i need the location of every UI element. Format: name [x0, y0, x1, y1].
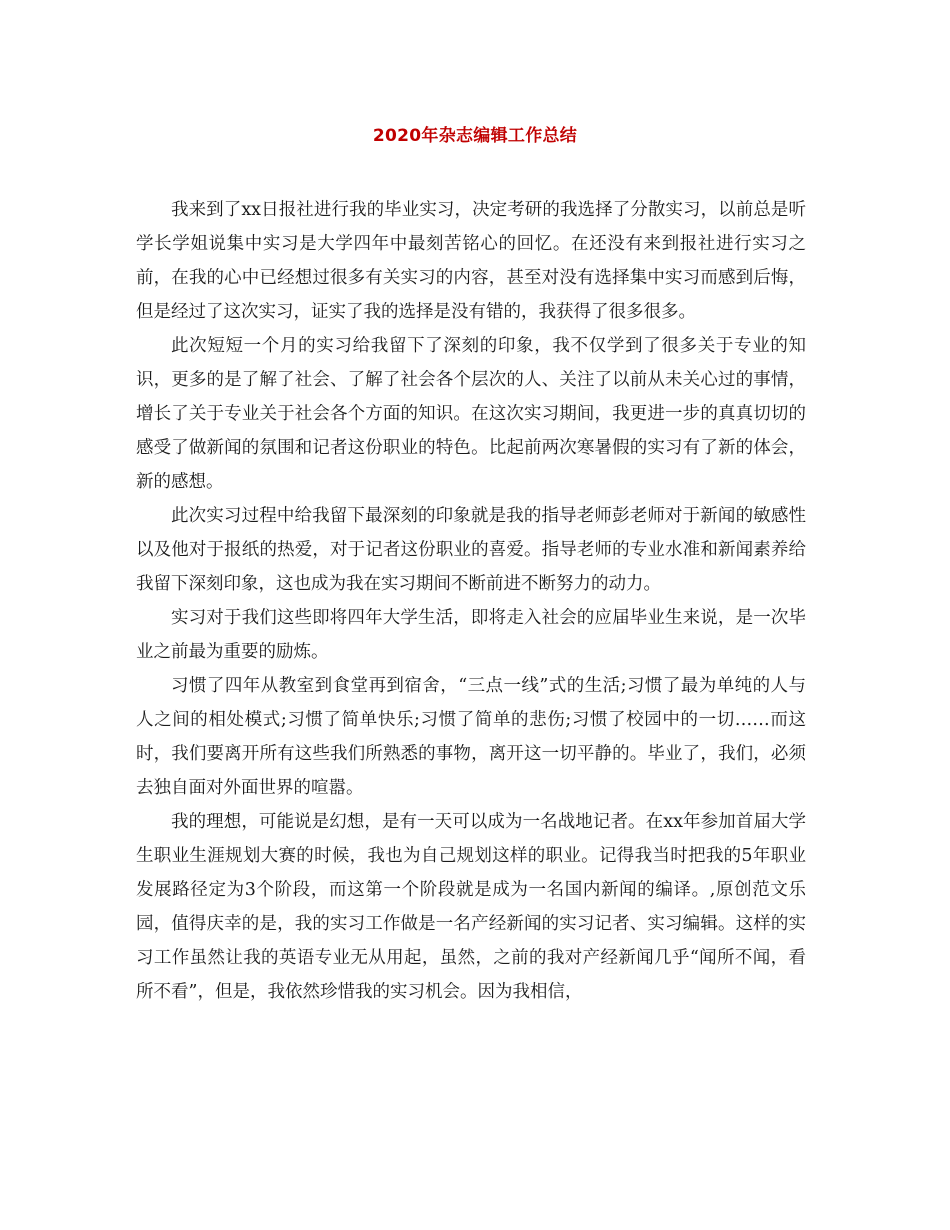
document-title: 2020年杂志编辑工作总结	[372, 126, 578, 146]
paragraph: 此次实习过程中给我留下最深刻的印象就是我的指导老师彭老师对于新闻的敏感性以及他对于报纸的热爱，对于记者这份职业的喜爱。指导老师的专业水准和新闻素养给我留下深刻印象，这也成为我在实习期间不断前进不断努力的动力。	[136, 506, 806, 594]
paragraph: 我来到了xx日报社进行我的毕业实习，决定考研的我选择了分散实习，以前总是听学长学姐说集中实习是大学四年中最刻苦铭心的回忆。在还没有来到报社进行实习之前，在我的心中已经想过很多有关实习的内容，甚至对没有选择集中实习而感到后悔，但是经过了这次实习，证实了我的选择是没有错的，我获得了很多很多。	[136, 200, 806, 322]
paragraph: 实习对于我们这些即将四年大学生活，即将走入社会的应届毕业生来说，是一次毕业之前最为重要的励炼。	[136, 608, 806, 662]
paragraph: 我的理想，可能说是幻想，是有一天可以成为一名战地记者。在xx年参加首届大学生职业生涯规划大赛的时候，我也为自己规划这样的职业。记得我当时把我的5年职业发展路径定为3个阶段，而这第一个阶段就是成为一名国内新闻的编译。,原创范文乐园，值得庆幸的是，我的实习工作做是一名产经新闻的实习记者、实习编辑。这样的实习工作虽然让我的英语专业无从用起，虽然，之前的我对产经新闻几乎“闻所不闻，看所不看”，但是，我依然珍惜我的实习机会。因为我相信，	[136, 812, 806, 1002]
paragraph: 此次短短一个月的实习给我留下了深刻的印象，我不仅学到了很多关于专业的知识，更多的是了解了社会、了解了社会各个层次的人、关注了以前从未关心过的事情，增长了关于专业关于社会各个方面的知识。在这次实习期间，我更进一步的真真切切的感受了做新闻的氛围和记者这份职业的特色。比起前两次寒暑假的实习有了新的体会，新的感想。	[136, 336, 806, 492]
document-body	[136, 193, 806, 1009]
paragraph: 习惯了四年从教室到食堂再到宿舍，“三点一线”式的生活;习惯了最为单纯的人与人之间的相处模式;习惯了简单快乐;习惯了简单的悲伤;习惯了校园中的一切……而这时，我们要离开所有这些我们所熟悉的事物，离开这一切平静的。毕业了，我们，必须去独自面对外面世界的喧嚣。	[136, 676, 806, 798]
